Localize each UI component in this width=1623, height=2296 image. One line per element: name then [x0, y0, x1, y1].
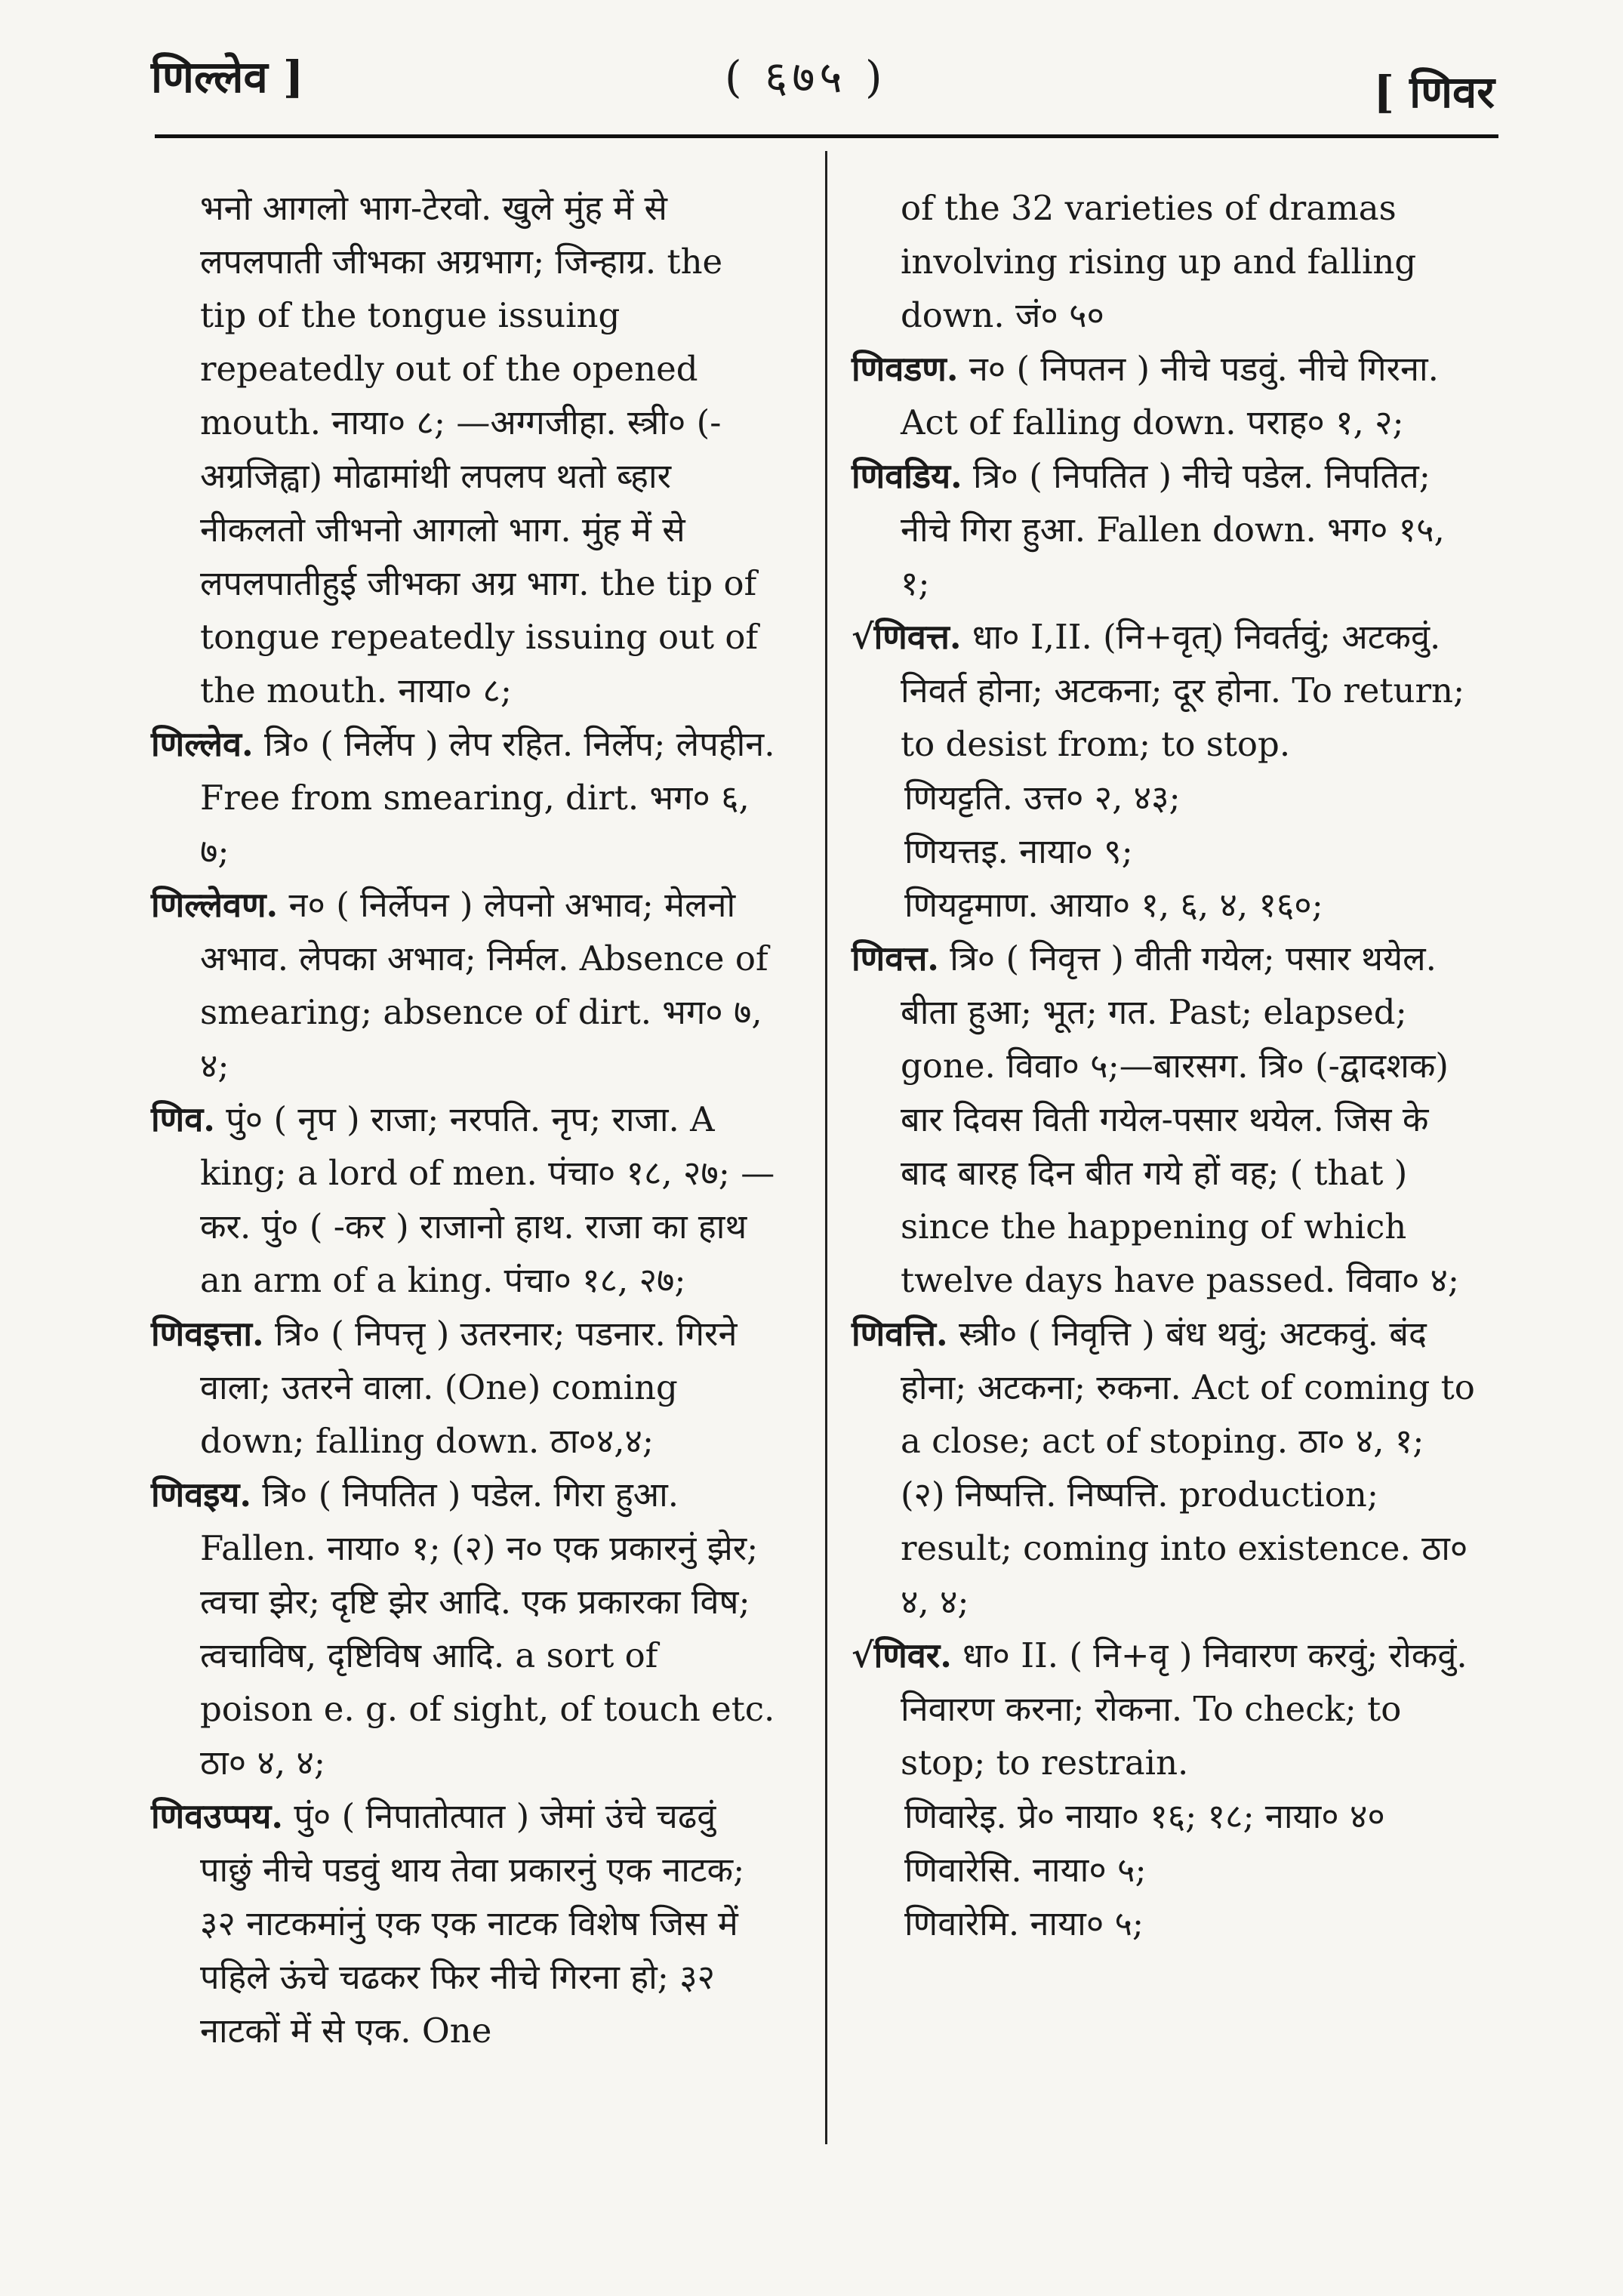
verb-form-text: णियत्तइ. नाया० ९;	[904, 831, 1133, 871]
verb-form	[852, 1843, 1478, 1897]
dictionary-entry	[151, 1307, 778, 1468]
dictionary-entry	[852, 342, 1478, 449]
entry-body: स्त्री० ( निवृत्ति ) बंध थवुं; अटकवुं. बंद होना; अटकना; रुकना. Act of coming to a close; act of stoping. ठा० ४, १; (२) निष्पत्ति. निष्पत्ति. production; result; coming into existence. ठा० ४, ४;	[901, 1314, 1475, 1622]
entry-body: त्रि० ( निर्लेप ) लेप रहित. निर्लेप; लेपहीन. Free from smearing, dirt. भग० ६, ७;	[200, 724, 775, 871]
headword: णिवइय.	[151, 1475, 252, 1515]
entry-body: धा० II. ( नि+वृ ) निवारण करवुं; रोकवुं. निवारण करना; रोकना. To check; to stop; to restrain.	[901, 1635, 1467, 1783]
dictionary-entry	[852, 610, 1478, 771]
entry-body: न० ( निर्लेपन ) लेपनो अभाव; मेलनो अभाव. लेपका अभाव; निर्मल. Absence of smearing; absence of dirt. भग० ७, ४;	[200, 885, 768, 1086]
headword: णिवडिय.	[852, 456, 962, 496]
header-left-guideword: णिल्लेव ]	[151, 51, 304, 103]
header-rule	[155, 134, 1498, 138]
headword: णिवउप्पय.	[151, 1796, 284, 1836]
entry-body: त्रि० ( निपत्तृ ) उतरनार; पडनार. गिरने वाला; उतरने वाला. (One) coming down; falling down. ठा०४,४;	[200, 1314, 738, 1461]
dictionary-entry	[151, 878, 778, 1093]
headword: √णिवत्त.	[852, 617, 962, 657]
headword: णिवडण.	[852, 349, 959, 389]
entry-body: पुं० ( नृप ) राजा; नरपति. नृप; राजा. A king; a lord of men. पंचा० १८, २७; —कर. पुं० ( -कर ) राजानो हाथ. राजा का हाथ an arm of a king. पंचा० १८, २७;	[200, 1099, 775, 1300]
left-column	[151, 181, 778, 2057]
dictionary-entry	[151, 1468, 778, 1789]
dictionary-entry	[852, 932, 1478, 1307]
entry-body: न० ( निपतन ) नीचे पडवुं. नीचे गिरना. Act of falling down. पराह० १, २;	[901, 349, 1439, 442]
right-column	[852, 181, 1478, 1950]
verb-form-text: णियट्टति. उत्त० २, ४३;	[904, 778, 1181, 818]
dictionary-entry	[151, 1093, 778, 1307]
verb-form	[852, 771, 1478, 824]
headword: णिव.	[151, 1099, 215, 1139]
column-divider	[825, 151, 827, 2144]
verb-form-text: णिवारेसि. नाया० ५;	[904, 1850, 1147, 1890]
page-header	[151, 38, 1495, 136]
verb-form	[852, 878, 1478, 932]
entry-body: त्रि० ( निपतित ) नीचे पडेल. निपतित; नीचे गिरा हुआ. Fallen down. भग० १५, १;	[901, 456, 1445, 603]
headword: णिल्लेवण.	[151, 885, 279, 925]
headword: √णिवर.	[852, 1635, 952, 1675]
dictionary-entry	[151, 717, 778, 878]
dictionary-entry	[852, 1629, 1478, 1789]
verb-form-text: णिवारेमि. नाया० ५;	[904, 1903, 1144, 1943]
headword: णिल्लेव.	[151, 724, 254, 764]
dictionary-entry	[852, 449, 1478, 610]
continued-entry	[151, 181, 778, 717]
dictionary-entry	[151, 1789, 778, 2057]
verb-form	[852, 1789, 1478, 1843]
headword: णिवइत्ता.	[151, 1314, 264, 1354]
entry-body: त्रि० ( निवृत्त ) वीती गयेल; पसार थयेल. बीता हुआ; भूत; गत. Past; elapsed; gone. विवा० ५;—बारसग. त्रि० (-द्वादशक) बार दिवस विती गयेल-पसार थयेल. जिस के बाद बारह दिन बीत गये हों वह; ( that ) since the happening of which twelve days have passed. विवा० ४;	[901, 938, 1460, 1300]
headword: णिवत्त.	[852, 938, 939, 978]
page-number: ( ६७५ )	[725, 51, 887, 103]
headword: णिवत्ति.	[852, 1314, 948, 1354]
verb-form	[852, 1897, 1478, 1950]
verb-form-text: णियट्टमाण. आया० १, ६, ४, १६०;	[904, 885, 1323, 925]
verb-form-text: णिवारेइ. प्रे० नाया० १६; १८; नाया० ४०	[904, 1796, 1385, 1836]
header-right-guideword: [ णिवर	[1373, 66, 1495, 118]
entry-body: धा० I,II. (नि+वृत्) निवर्तवुं; अटकवुं. निवर्त होना; अटकना; दूर होना. To return; to desist from; to stop.	[901, 617, 1465, 764]
entry-body: of the 32 varieties of dramas involving rising up and falling down. जं० ५०	[901, 188, 1417, 335]
entry-body: पुं० ( निपातोत्पात ) जेमां उंचे चढवुं पाछुं नीचे पडवुं थाय तेवा प्रकारनुं एक नाटक; ३२ नाटकमांनुं एक एक नाटक विशेष जिस में पहिले ऊंचे चढकर फिर नीचे गिरना हो; ३२ नाटकों में से एक. One	[200, 1796, 745, 2051]
continued-entry	[852, 181, 1478, 342]
dictionary-entry	[852, 1307, 1478, 1629]
entry-body: त्रि० ( निपतित ) पडेल. गिरा हुआ. Fallen. नाया० १; (२) न० एक प्रकारनुं झेर; त्वचा झेर; दृष्टि झेर आदि. एक प्रकारका विष; त्वचाविष, दृष्टिविष आदि. a sort of poison e. g. of sight, of touch etc. ठा० ४, ४;	[200, 1475, 775, 1783]
verb-form	[852, 824, 1478, 878]
entry-body: भनो आगलो भाग-टेरवो. खुले मुंह में से लपलपाती जीभका अग्रभाग; जिन्हाग्र. the tip of the tongue issuing repeatedly out of the opened mouth. नाया० ८; —अग्गजीहा. स्त्री० (-अग्रजिह्वा) मोढामांथी लपलप थतो ब्हार नीकलतो जीभनो आगलो भाग. मुंह में से लपलपातीहुई जीभका अग्र भाग. the tip of tongue repeatedly issuing out of the mouth. नाया० ८;	[200, 188, 759, 710]
